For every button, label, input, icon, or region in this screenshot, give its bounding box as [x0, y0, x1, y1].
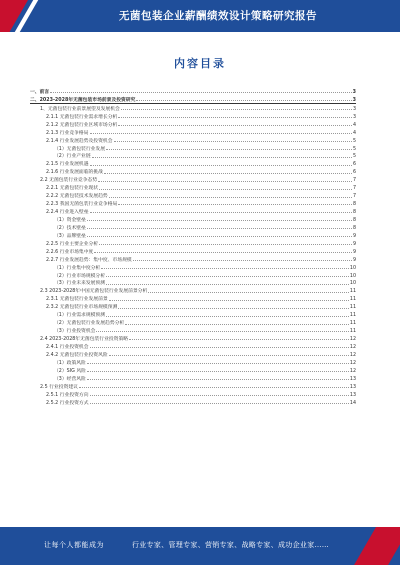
toc-entry-label: 2.2.6 行业市场集中度: [46, 249, 94, 255]
toc-entry-label: 2.1.1 无菌包装行业需求增长分析: [46, 114, 118, 120]
toc-entry-label: 2.3 2023-2028年中国无菌包装行业发展前景分析: [40, 289, 148, 295]
toc-entry-label: （3）品牌壁垒: [54, 233, 86, 239]
toc-entry[interactable]: [30, 120, 356, 128]
toc-entry-label: （3）行业投资机会: [54, 329, 96, 335]
table-of-contents: [30, 87, 356, 406]
toc-entry-label: （2）行业市场规模分析: [54, 273, 106, 279]
toc-leader-dots: [106, 284, 349, 285]
toc-leader-dots: [87, 220, 352, 221]
toc-entry-label: 1、无菌包装行业前景展望及发展机会: [40, 106, 120, 112]
toc-entry-label: （2）技术壁垒: [54, 225, 86, 231]
toc-leader-dots: [99, 244, 352, 245]
toc-entry[interactable]: [30, 183, 356, 191]
toc-leader-dots: [90, 403, 349, 404]
toc-leader-dots: [101, 268, 349, 269]
toc-entry-page: 9: [352, 241, 356, 247]
toc-entry-page: 3: [352, 106, 356, 112]
footer-roles: 行业专家、管理专家、营销专家、战略专家、成功企业家……: [132, 541, 330, 549]
toc-entry-page: 5: [352, 154, 356, 160]
toc-leader-dots: [118, 117, 352, 118]
toc-entry-page: 3: [352, 89, 356, 95]
toc-entry-label: 2.3.2 无菌包装行业市场规模预测: [46, 305, 118, 311]
toc-entry-label: 2.1.5 行业发展机遇: [46, 162, 89, 168]
toc-leader-dots: [129, 339, 349, 340]
toc-entry[interactable]: [30, 390, 356, 398]
toc-leader-dots: [98, 181, 352, 182]
toc-entry-page: 8: [352, 202, 356, 208]
toc-entry-label: 2.4.2 无菌包装行业投资风险: [46, 352, 108, 358]
toc-entry[interactable]: [30, 342, 356, 350]
toc-entry-page: 11: [349, 305, 356, 311]
toc-leader-dots: [114, 141, 352, 142]
toc-entry[interactable]: [30, 175, 356, 183]
toc-entry-page: 6: [352, 162, 356, 168]
toc-entry-label: （1）行业集中度分析: [54, 265, 101, 271]
toc-entry[interactable]: [30, 239, 356, 247]
toc-entry-page: 13: [349, 392, 356, 398]
toc-entry-label: （1）行业需求规模预测: [54, 313, 106, 319]
toc-entry[interactable]: [30, 159, 356, 167]
toc-leader-dots: [106, 316, 349, 317]
toc-leader-dots: [92, 157, 352, 158]
toc-leader-dots: [90, 212, 352, 213]
toc-entry[interactable]: [30, 231, 356, 239]
toc-entry-page: 8: [352, 225, 356, 231]
toc-entry[interactable]: [30, 104, 356, 112]
toc-entry-label: 2.2.4 行业进入壁垒: [46, 210, 89, 215]
toc-entry[interactable]: [30, 152, 356, 160]
toc-entry-page: 11: [349, 329, 356, 335]
toc-entry-page: 4: [352, 122, 356, 128]
toc-entry-label: 2.2.1 无菌包装行业现状: [46, 186, 99, 192]
toc-leader-dots: [87, 363, 349, 364]
toc-entry-label: 2.1.4 行业发展趋势及投资机会: [46, 138, 113, 144]
toc-entry-label: 一、前言: [30, 89, 50, 95]
toc-leader-dots: [136, 100, 351, 101]
toc-entry[interactable]: [30, 95, 356, 104]
toc-entry[interactable]: [30, 167, 356, 175]
toc-entry-page: 5: [352, 138, 356, 144]
toc-entry[interactable]: [30, 271, 356, 279]
toc-entry-label: 2.4 2023-2028年无菌包装行业投资策略: [40, 337, 129, 342]
toc-entry[interactable]: [30, 398, 356, 406]
toc-entry-label: 2.5.2 行业投资方式: [46, 400, 89, 406]
toc-entry-page: 9: [352, 249, 356, 255]
toc-entry[interactable]: [30, 366, 356, 374]
toc-entry-label: 2.4.1 行业投资机会: [46, 344, 89, 350]
toc-entry[interactable]: [30, 326, 356, 334]
toc-entry-label: 2.2.5 行业主要企业分析: [46, 241, 99, 247]
toc-entry[interactable]: [30, 223, 356, 231]
toc-entry[interactable]: [30, 128, 356, 136]
toc-entry-label: （2）行业产业链: [54, 154, 91, 160]
toc-entry-page: 8: [352, 210, 356, 215]
toc-leader-dots: [133, 260, 352, 261]
toc-entry[interactable]: [30, 382, 356, 390]
toc-leader-dots: [87, 236, 352, 237]
toc-leader-dots: [148, 292, 349, 293]
toc-leader-dots: [87, 379, 349, 380]
toc-entry-page: 7: [352, 186, 356, 192]
toc-entry-label: （3）行业未来发展预测: [54, 281, 106, 287]
toc-entry[interactable]: [30, 87, 356, 95]
toc-entry[interactable]: [30, 334, 356, 342]
page-header: [0, 0, 400, 32]
toc-leader-dots: [99, 189, 352, 190]
toc-entry-label: 2.5 行业投资建议: [40, 384, 78, 390]
toc-entry-page: 13: [349, 376, 356, 382]
toc-entry-page: 11: [349, 297, 356, 303]
toc-heading: 内容目录: [174, 57, 226, 70]
toc-entry[interactable]: [30, 255, 356, 263]
toc-entry-page: 12: [349, 344, 356, 350]
toc-entry-label: （1）资金壁垒: [54, 217, 86, 223]
toc-entry-page: 11: [349, 313, 356, 319]
toc-entry-page: 9: [352, 257, 356, 263]
toc-entry-page: 12: [349, 368, 356, 374]
toc-entry-label: 2.1.2 无菌包装行业区域市场分析: [46, 122, 118, 128]
toc-leader-dots: [94, 252, 352, 253]
toc-leader-dots: [87, 228, 352, 229]
toc-entry-page: 10: [349, 281, 356, 287]
toc-entry-page: 10: [349, 265, 356, 271]
toc-entry-page: 12: [349, 360, 356, 366]
toc-leader-dots: [90, 165, 352, 166]
toc-entry-label: 2.2 无菌包装行业竞争态势: [40, 178, 98, 184]
toc-entry[interactable]: [30, 294, 356, 302]
toc-entry-page: 11: [349, 289, 356, 295]
toc-entry-label: （3）经营风险: [54, 376, 86, 382]
toc-entry-page: 5: [352, 146, 356, 152]
toc-entry[interactable]: [30, 286, 356, 294]
toc-entry[interactable]: [30, 247, 356, 255]
toc-leader-dots: [90, 395, 349, 396]
toc-entry-label: 2.1.6 行业发展面临的挑战: [46, 170, 103, 176]
toc-entry-page: 7: [352, 178, 356, 184]
toc-entry-page: 13: [349, 384, 356, 390]
toc-entry-page: 14: [349, 400, 356, 406]
toc-entry[interactable]: [30, 358, 356, 366]
toc-entry-page: 7: [352, 194, 356, 200]
toc-entry[interactable]: [30, 263, 356, 271]
toc-leader-dots: [118, 204, 352, 205]
toc-leader-dots: [121, 109, 352, 110]
toc-entry-page: 6: [352, 170, 356, 176]
toc-entry[interactable]: [30, 144, 356, 152]
toc-entry-label: 2.2.2 无菌包装技术发展趋势: [46, 194, 108, 200]
toc-entry[interactable]: [30, 199, 356, 207]
toc-entry-page: 10: [349, 273, 356, 279]
toc-entry[interactable]: [30, 374, 356, 382]
toc-entry-label: 2.1.3 行业竞争格局: [46, 130, 89, 136]
toc-leader-dots: [109, 300, 349, 301]
toc-leader-dots: [125, 324, 349, 325]
toc-entry[interactable]: [30, 215, 356, 223]
toc-entry[interactable]: [30, 207, 356, 215]
toc-leader-dots: [118, 308, 349, 309]
toc-entry-page: 3: [352, 97, 356, 103]
toc-leader-dots: [106, 276, 349, 277]
toc-leader-dots: [118, 125, 352, 126]
toc-entry-page: 4: [352, 130, 356, 136]
toc-entry-label: 2.3.1 无菌包装行业发展前景: [46, 297, 108, 303]
toc-entry-label: （1）政策风险: [54, 360, 86, 366]
toc-entry-page: 12: [349, 352, 356, 358]
toc-entry[interactable]: [30, 279, 356, 287]
toc-entry[interactable]: [30, 318, 356, 326]
toc-entry-page: 3: [352, 114, 356, 120]
toc-entry-label: （1）无菌包装行业发展: [54, 146, 106, 152]
toc-leader-dots: [50, 92, 351, 93]
toc-entry[interactable]: [30, 136, 356, 144]
toc-entry-page: 9: [352, 233, 356, 239]
toc-entry[interactable]: [30, 350, 356, 358]
report-title: 无菌包装企业薪酬绩效设计策略研究报告: [119, 10, 317, 22]
toc-entry-page: 12: [349, 337, 356, 342]
toc-entry-label: （2）SIG 风险: [54, 368, 86, 374]
toc-entry-label: 2.2.3 我国无菌包装行业竞争格局: [46, 202, 118, 208]
toc-entry-page: 8: [352, 217, 356, 223]
toc-leader-dots: [87, 371, 349, 372]
toc-leader-dots: [90, 347, 349, 348]
toc-leader-dots: [106, 149, 352, 150]
toc-leader-dots: [96, 331, 348, 332]
toc-entry-label: （2）无菌包装行业发展趋势分析: [54, 321, 125, 327]
toc-leader-dots: [79, 387, 349, 388]
toc-leader-dots: [109, 197, 352, 198]
toc-entry[interactable]: [30, 302, 356, 310]
toc-entry-page: 11: [349, 321, 356, 327]
toc-entry[interactable]: [30, 310, 356, 318]
toc-entry[interactable]: [30, 112, 356, 120]
toc-leader-dots: [90, 133, 352, 134]
toc-entry-label: 2.2.7 行业发展趋势：集中度、市场规模: [46, 257, 132, 263]
footer-red-wedge: [354, 527, 400, 565]
footer-slogan: 让每个人都能成为: [44, 541, 104, 549]
toc-leader-dots: [104, 173, 352, 174]
toc-leader-dots: [109, 355, 349, 356]
toc-entry-label: 2.5.1 行业投资方向: [46, 392, 89, 398]
toc-entry[interactable]: [30, 191, 356, 199]
toc-entry-label: 二、2023-2028年无菌包装市场前景及投资研究: [30, 97, 136, 103]
page-footer: [0, 527, 400, 565]
